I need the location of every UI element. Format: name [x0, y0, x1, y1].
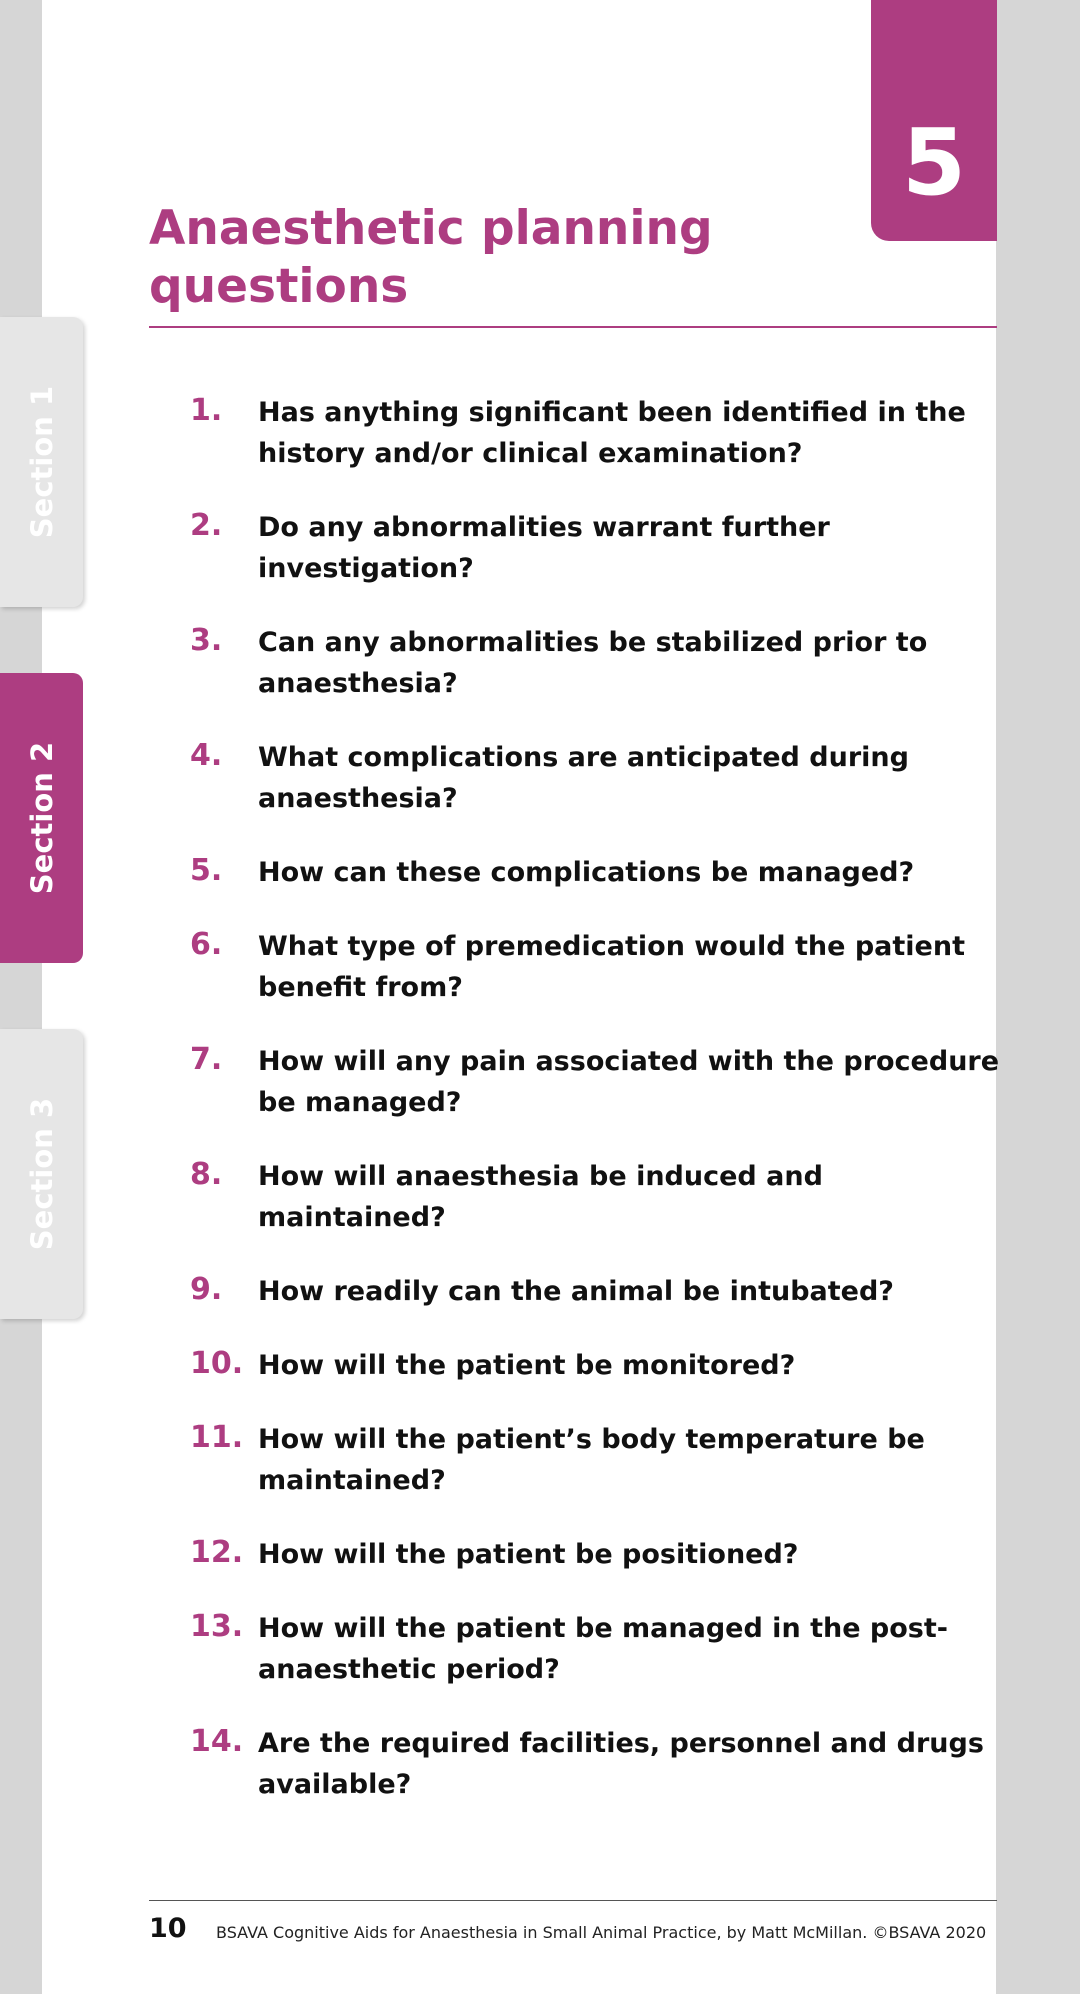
list-item: [190, 926, 1000, 1008]
list-item: [190, 852, 1000, 893]
list-item: [190, 1041, 1000, 1123]
question-text: Are the required facilities, personnel and drugs available?: [258, 1728, 984, 1800]
document-page: [42, 0, 1000, 1994]
list-item: [190, 507, 1000, 589]
list-item: [190, 622, 1000, 704]
question-number: 4.: [190, 738, 223, 773]
list-item: [190, 1608, 1000, 1690]
question-number: 1.: [190, 393, 223, 428]
page-number: 10: [149, 1913, 187, 1944]
question-number: 12.: [190, 1535, 244, 1570]
list-item: [190, 1723, 1000, 1805]
question-number: 3.: [190, 623, 223, 658]
section-tab-1[interactable]: [0, 317, 83, 607]
question-number: 7.: [190, 1042, 223, 1077]
page-title-line-2: questions: [149, 259, 409, 314]
question-text: Can any abnormalities be stabilized prior to anaesthesia?: [258, 627, 928, 699]
list-item: [190, 1345, 1000, 1386]
chapter-number-tab: [871, 0, 997, 241]
question-text: How will the patient be managed in the post-anaesthetic period?: [258, 1613, 948, 1685]
section-tab-label: Section 1: [24, 385, 59, 539]
title-divider: [149, 326, 997, 328]
section-tab-label: Section 2: [24, 741, 59, 895]
question-number: 11.: [190, 1420, 244, 1455]
list-item: [190, 1534, 1000, 1575]
list-item: [190, 1271, 1000, 1312]
list-item: [190, 1156, 1000, 1238]
list-item: [190, 1419, 1000, 1501]
question-text: How will anaesthesia be induced and maintained?: [258, 1161, 823, 1233]
list-item: [190, 737, 1000, 819]
section-tab-2[interactable]: [0, 673, 83, 963]
question-text: Do any abnormalities warrant further investigation?: [258, 512, 830, 584]
question-text: What complications are anticipated during anaesthesia?: [258, 742, 909, 814]
question-text: What type of premedication would the patient benefit from?: [258, 931, 965, 1003]
question-number: 5.: [190, 853, 223, 888]
section-tab-label: Section 3: [24, 1097, 59, 1251]
question-number: 8.: [190, 1157, 223, 1192]
question-number: 2.: [190, 508, 223, 543]
question-list: [190, 392, 1000, 1805]
question-text: How readily can the animal be intubated?: [258, 1276, 894, 1307]
question-number: 6.: [190, 927, 223, 962]
page-title-line-1: Anaesthetic planning: [149, 201, 713, 256]
question-text: How can these complications be managed?: [258, 857, 915, 888]
page-title: [149, 200, 849, 316]
question-text: How will the patient be positioned?: [258, 1539, 799, 1570]
question-number: 13.: [190, 1609, 244, 1644]
list-item: [190, 392, 1000, 474]
section-tab-3[interactable]: [0, 1029, 83, 1319]
chapter-number: 5: [901, 109, 966, 216]
footer-citation: BSAVA Cognitive Aids for Anaesthesia in Small Animal Practice, by Matt McMillan. ©BSAVA 2020: [216, 1923, 987, 1942]
question-text: How will the patient be monitored?: [258, 1350, 796, 1381]
question-text: How will the patient’s body temperature be maintained?: [258, 1424, 925, 1496]
question-text: Has anything significant been identified in the history and/or clinical examination?: [258, 397, 966, 469]
question-number: 9.: [190, 1272, 223, 1307]
footer-divider: [149, 1900, 997, 1901]
question-number: 10.: [190, 1346, 244, 1381]
question-text: How will any pain associated with the procedure be managed?: [258, 1046, 1000, 1118]
question-number: 14.: [190, 1724, 244, 1759]
